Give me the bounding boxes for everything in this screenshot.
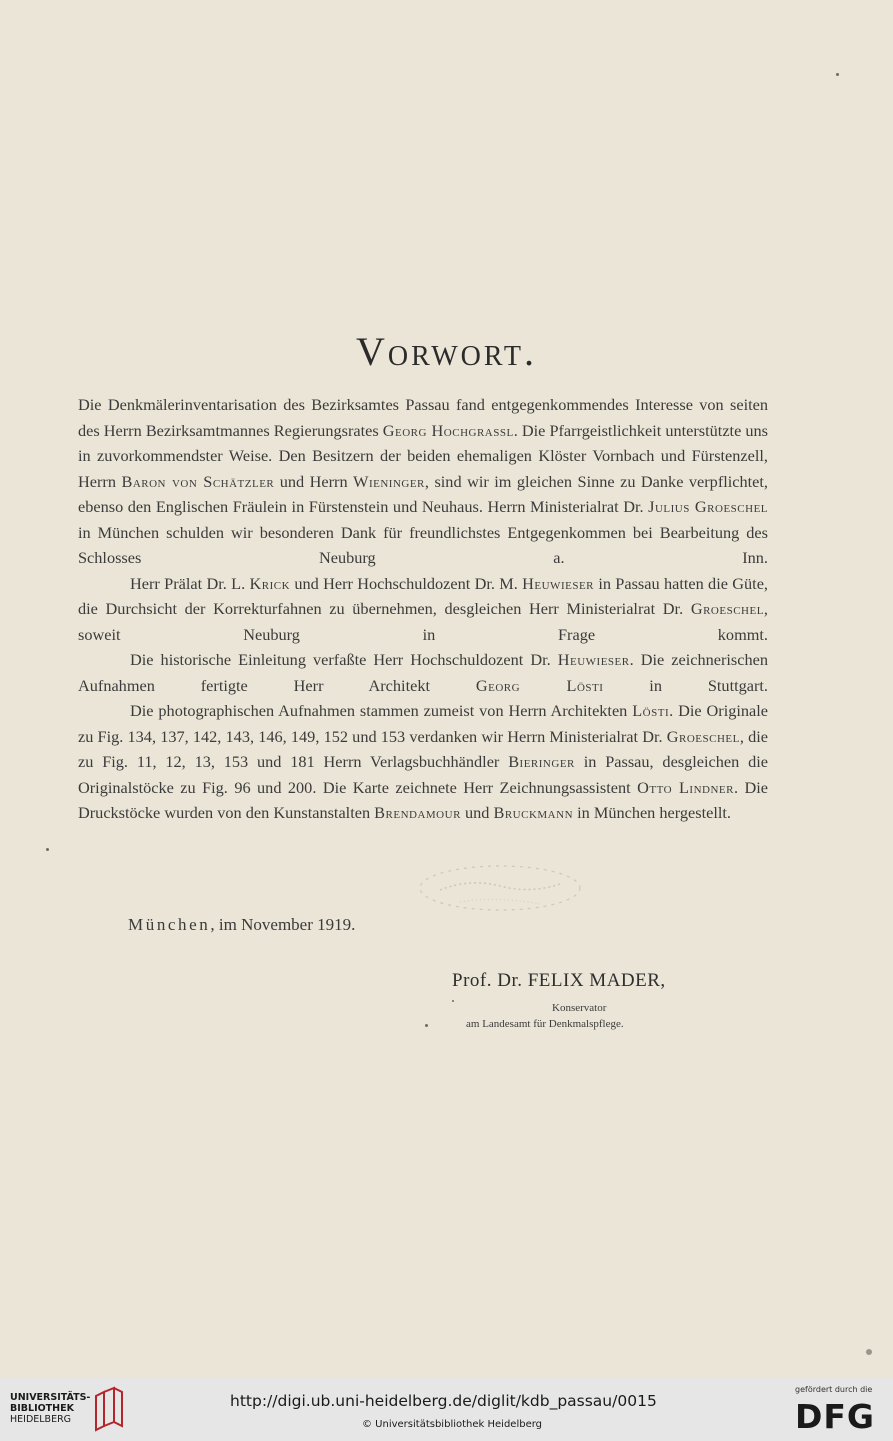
signature-name: Prof. Dr. FELIX MADER, [452, 970, 666, 991]
paragraph [78, 647, 768, 698]
dust-speck [836, 73, 839, 76]
paragraph-text: , die zu Fig. 11, 12, 13, 153 und 181 Herrn Verlagsbuchhändler [78, 726, 769, 771]
paragraph-text: und [460, 803, 494, 822]
dust-speck [425, 1024, 428, 1027]
paragraph-text: in Passau, desgleichen die Originalstöcke zu Fig. 96 und 200. Die Karte zeichnete Herr Zeichnungsassistent [78, 752, 769, 797]
person-name: Georg Lösti [475, 675, 604, 695]
library-logo-icon [92, 1386, 124, 1434]
copyright-notice: © Universitätsbibliothek Heidelberg [362, 1419, 543, 1430]
paragraph-text: in München hergestellt. [573, 803, 731, 822]
person-name: Heuwieser [522, 573, 594, 593]
paragraph-text: , sind wir im gleichen Sinne zu Danke verpflichtet, ebenso den Englischen Fräulein in Fürstenstein und Neuhaus. Herrn Ministerialrat Dr. [78, 471, 769, 516]
person-name: Brendamour [374, 803, 461, 822]
permalink-url[interactable]: http://digi.ub.uni-heidelberg.de/diglit/kdb_passau/0015 [230, 1392, 657, 1410]
paragraph [78, 392, 768, 571]
paragraph-text: und Herrn [274, 471, 354, 491]
paragraph-text: , soweit Neuburg in Frage kommt. [78, 599, 768, 644]
paragraph-text: und Herr Hochschuldozent Dr. M. [290, 573, 523, 593]
paragraph-text: Die historische Einleitung verfaßte Herr Hochschuldozent Dr. [130, 650, 558, 669]
paragraph-text: Die Denkmälerinventarisation des Bezirksamtes Passau fand entgegenkommendes Interesse von seiten des Herrn Bezirksamtmannes Regierungsrates [78, 395, 768, 440]
paragraph-text: in Stuttgart. [603, 675, 769, 695]
library-name [10, 1392, 90, 1425]
paragraph-text: Herr Prälat Dr. L. [130, 573, 250, 593]
signature-office: am Landesamt für Denkmalspflege. [466, 1018, 624, 1030]
paragraph-text: in Passau hatten die Güte, die Durchsicht der Korrekturfahnen zu übernehmen, desgleichen Herr Ministerialrat Dr. [78, 573, 768, 618]
person-name: Wieninger [353, 471, 425, 491]
dfg-logo: DFG [795, 1397, 876, 1436]
person-name: Julius Groeschel [648, 497, 769, 516]
page-title: Vorwort. [356, 329, 537, 374]
dust-speck [452, 1000, 454, 1002]
dust-speck [46, 848, 49, 851]
person-name: Krick [249, 573, 291, 593]
person-name: Lösti [632, 701, 670, 720]
person-name: Bieringer [508, 752, 575, 771]
paragraph [78, 571, 768, 648]
paragraph [78, 698, 768, 826]
person-name: Baron von Schätzler [121, 471, 275, 491]
dateline-date: , im November 1919. [210, 915, 356, 934]
paragraph-text: . Die Originale zu Fig. 134, 137, 142, 143, 146, 149, 152 und 153 verdanken wir Herrn Ministerialrat Dr. [78, 701, 768, 746]
paragraph-text: Die photographischen Aufnahmen stammen zumeist von Herrn Architekten [130, 701, 633, 720]
signature-title: Konservator [552, 1002, 607, 1014]
faded-library-stamp [400, 860, 600, 930]
library-name-line: UNIVERSITÄTS- [10, 1392, 91, 1403]
dateline-place: München [128, 915, 211, 934]
paragraph-text: . Die Pfarrgeistlichkeit unterstützte uns in zuvorkommendster Weise. Den Besitzern der beiden ehemaligen Klöster Vornbach und Fürstenzell, Herrn [78, 420, 769, 491]
dust-speck [866, 1349, 872, 1355]
person-name: Otto Lindner [637, 777, 734, 797]
paragraph-text: . Die zeichnerischen Aufnahmen fertigte Herr Architekt [78, 650, 768, 695]
person-name: Heuwieser [557, 650, 630, 669]
person-name: Groeschel [690, 599, 764, 618]
person-name: Bruckmann [493, 803, 574, 822]
person-name: Georg Hochgrassl [382, 420, 514, 440]
digitization-footer [0, 1378, 893, 1441]
dateline [128, 915, 355, 935]
library-name-line: HEIDELBERG [10, 1414, 72, 1425]
preface-body [78, 392, 768, 826]
paragraph-text: . Die Druckstöcke wurden von den Kunstanstalten [78, 777, 768, 822]
funded-by-label: gefördert durch die [795, 1385, 873, 1394]
paragraph-text: in München schulden wir besonderen Dank für freundlichstes Entgegenkommen bei Bearbeitung des Schlosses Neuburg a. Inn. [78, 522, 768, 567]
person-name: Groeschel [666, 726, 740, 746]
library-name-line: BIBLIOTHEK [10, 1403, 74, 1414]
